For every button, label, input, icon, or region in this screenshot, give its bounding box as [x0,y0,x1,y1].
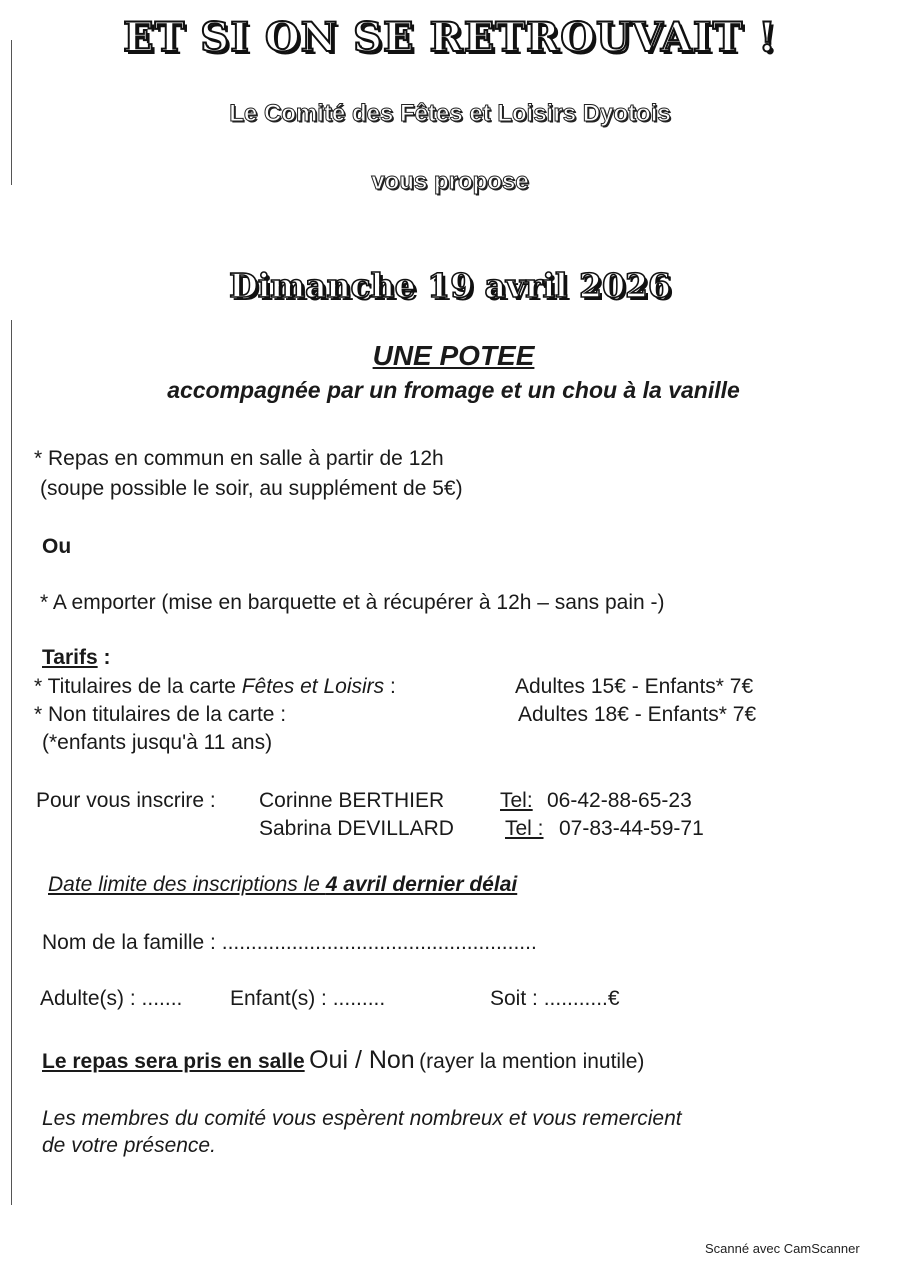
total-field[interactable] [490,987,620,1011]
tarif-card-name: Fêtes et Loisirs [241,675,385,698]
adults-blank[interactable]: ....... [141,987,183,1010]
family-name-label: Nom de la famille : [42,931,216,954]
total-blank[interactable]: ...........€ [543,987,620,1010]
total-label: Soit : [490,987,538,1010]
contact-phone: 06-42-88-65-23 [547,789,692,812]
family-name-field[interactable] [42,931,537,955]
tel-label: Tel : [505,817,544,840]
tarif-card-holders-suffix: : [384,675,396,698]
family-name-blank[interactable]: ...................................................... [221,931,537,954]
scan-edge-line [11,320,12,1205]
children-blank[interactable]: ......... [332,987,386,1010]
contact-phone: 07-83-44-59-71 [559,817,704,840]
menu-subtitle: accompagnée par un fromage et un chou à la vanille [167,377,740,403]
headline: ET SI ON SE RETROUVAIT ! [123,14,777,61]
signup-intro: Pour vous inscrire : [36,789,216,812]
organizer-name: Le Comité des Fêtes et Loisirs Dyotois [229,100,671,127]
dine-in-choice-value[interactable]: Oui / Non [309,1046,415,1074]
closing-line: Les membres du comité vous espèrent nombreux et vous remercient [42,1107,682,1130]
adults-label: Adulte(s) : [40,987,136,1010]
contact-name: Sabrina DEVILLARD [259,817,454,840]
children-field[interactable] [230,987,385,1011]
children-label: Enfant(s) : [230,987,327,1010]
dine-in-hint: (rayer la mention inutile) [419,1050,645,1073]
scanner-watermark: Scanné avec CamScanner [705,1241,860,1256]
tarif-non-holders-price: Adultes 18€ - Enfants* 7€ [518,703,757,726]
deadline-date: 4 avril dernier délai [325,873,518,896]
tarifs-label: Tarifs [42,646,98,669]
tel-label: Tel: [500,789,533,812]
dine-in-choice [42,1046,644,1075]
or-separator: Ou [42,535,72,558]
tarifs-colon: : [97,646,111,669]
tarifs-heading [42,646,110,670]
signup-deadline [48,873,517,897]
dine-in-label: Le repas sera pris en salle [42,1050,305,1073]
event-date: Dimanche 19 avril 2026 [229,266,671,305]
propose-text: vous propose [371,168,529,195]
contact-name: Corinne BERTHIER [259,789,445,812]
dine-in-note: (soupe possible le soir, au supplément de 5€) [40,477,463,500]
dine-in-option: * Repas en commun en salle à partir de 12h [34,447,444,470]
takeaway-option: * A emporter (mise en barquette et à récupérer à 12h – sans pain -) [40,591,665,614]
menu-title: UNE POTEE [372,340,535,371]
tarif-non-holders: * Non titulaires de la carte : [34,703,287,726]
tarif-card-holders-prefix: * Titulaires de la carte [34,675,242,698]
deadline-prefix: Date limite des inscriptions le [48,873,326,896]
tarif-card-holders-price: Adultes 15€ - Enfants* 7€ [515,675,754,698]
children-age-note: (*enfants jusqu'à 11 ans) [42,731,273,754]
closing-line: de votre présence. [42,1134,216,1157]
adults-field[interactable] [40,987,182,1011]
tarif-card-holders [34,675,396,699]
